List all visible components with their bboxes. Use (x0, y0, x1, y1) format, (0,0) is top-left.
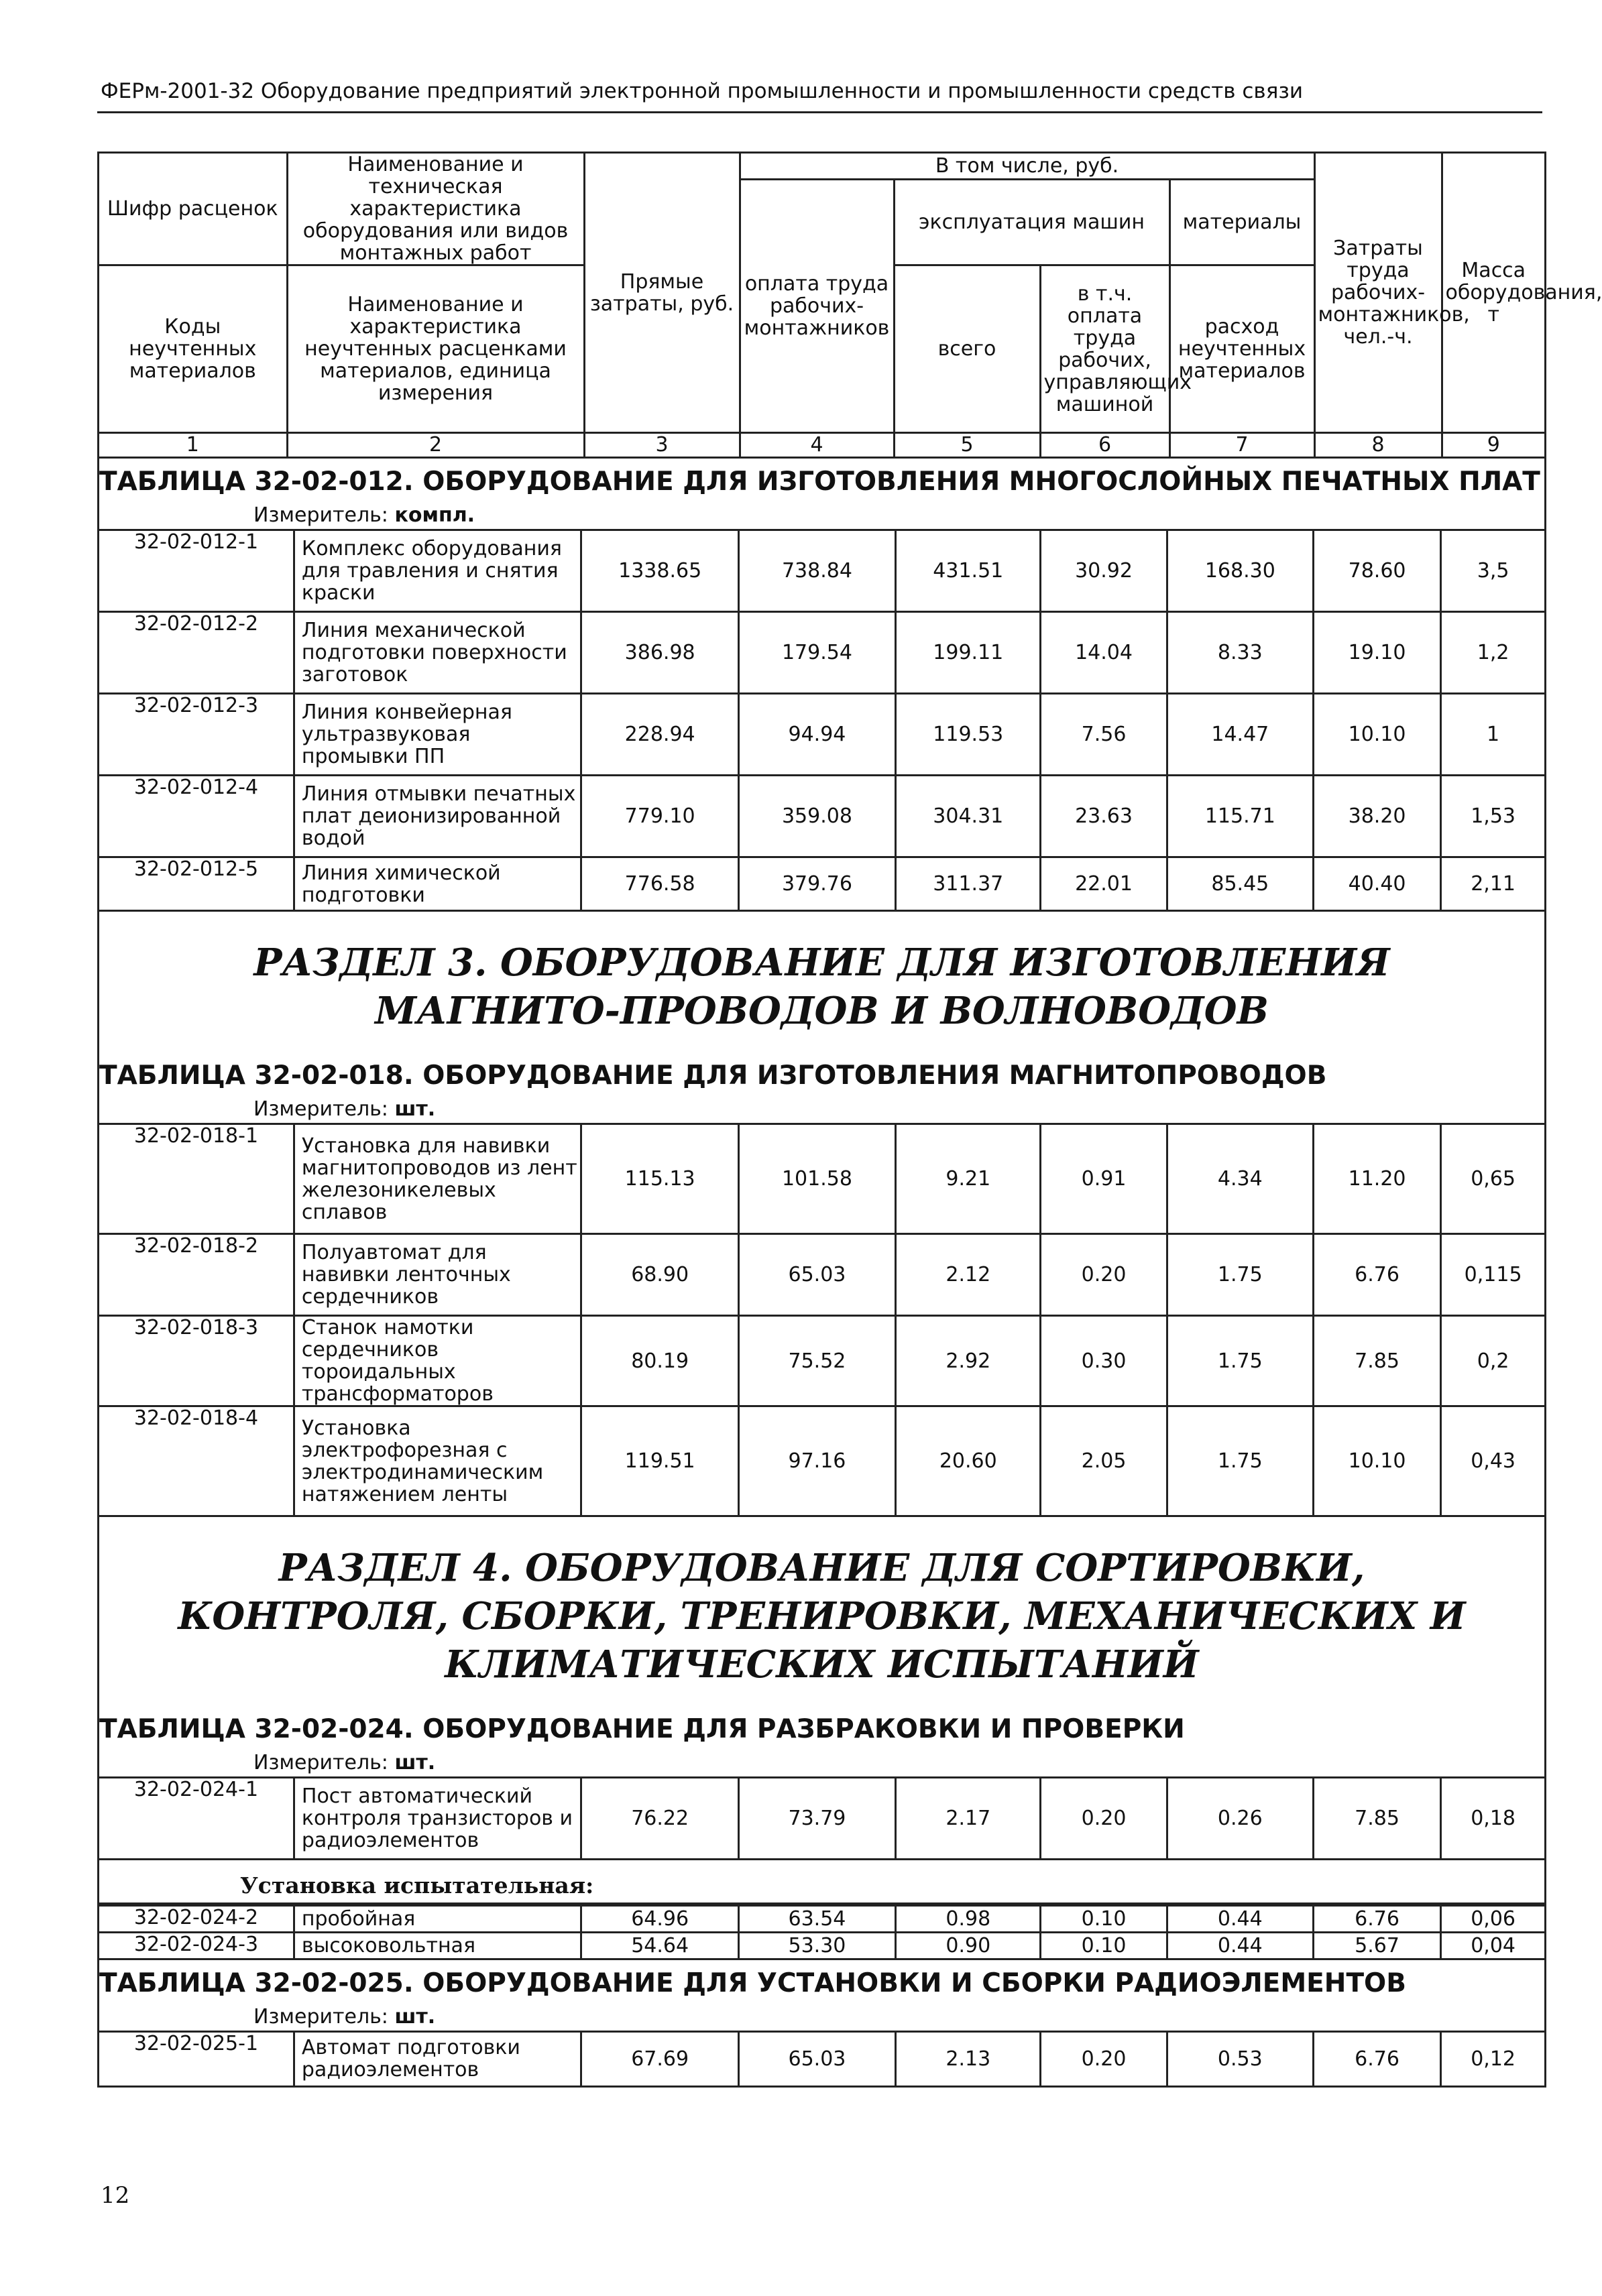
machines-total: 199.11 (896, 612, 1041, 694)
machine-wages: 0.20 (1041, 1778, 1167, 1860)
rate-code: 32-02-012-4 (99, 776, 294, 857)
machine-wages: 2.05 (1041, 1406, 1167, 1516)
mass: 0,2 (1441, 1316, 1544, 1406)
machines-total: 311.37 (896, 857, 1041, 911)
machine-wages: 0.20 (1041, 1234, 1167, 1316)
chapter-heading: РАЗДЕЛ 4. ОБОРУДОВАНИЕ ДЛЯ СОРТИРОВКИ, КОНТРОЛЯ, СБОРКИ, ТРЕНИРОВКИ, МЕХАНИЧЕСКИХ И КЛИМАТИЧЕСКИХ ИСПЫТАНИЙ (178, 1546, 1466, 1687)
labor: 19.10 (1313, 612, 1440, 694)
direct-cost: 779.10 (581, 776, 738, 857)
mass: 0,12 (1441, 2032, 1544, 2086)
table-row (99, 1406, 1544, 1516)
materials: 14.47 (1167, 694, 1313, 776)
direct-cost: 68.90 (581, 1234, 738, 1316)
rate-name: пробойная (294, 1906, 581, 1933)
measure-unit: Измеритель: компл. (253, 503, 475, 527)
rate-code: 32-02-025-1 (99, 2032, 294, 2086)
machines-total: 2.12 (896, 1234, 1041, 1316)
mass: 0,65 (1441, 1124, 1544, 1234)
rate-code: 32-02-012-3 (99, 694, 294, 776)
rate-code: 32-02-012-1 (99, 530, 294, 612)
machine-wages: 0.30 (1041, 1316, 1167, 1406)
wages: 65.03 (738, 1234, 895, 1316)
wages: 97.16 (738, 1406, 895, 1516)
table-row (99, 1778, 1544, 1860)
machines-total: 119.53 (896, 694, 1041, 776)
rate-code: 32-02-024-3 (99, 1933, 294, 1959)
header-wages: оплата труда рабочих-монтажников (740, 179, 894, 433)
mass: 1,2 (1441, 612, 1544, 694)
running-header: ФЕРм-2001-32 Оборудование предприятий электронной промышленности и промышленности средств связи (101, 79, 1303, 103)
mass: 2,11 (1441, 857, 1544, 911)
direct-cost: 115.13 (581, 1124, 738, 1234)
machine-wages: 0.91 (1041, 1124, 1167, 1234)
rate-name: высоковольтная (294, 1933, 581, 1959)
materials: 4.34 (1167, 1124, 1313, 1234)
wages: 179.54 (738, 612, 895, 694)
rate-name: Автомат подготовки радиоэлементов (294, 2032, 581, 2086)
rate-code: 32-02-024-2 (99, 1906, 294, 1933)
table-row (99, 1933, 1544, 1959)
mass: 0,18 (1441, 1778, 1544, 1860)
column-number: 8 (1314, 433, 1442, 458)
column-number: 3 (584, 433, 740, 458)
rates-table (97, 152, 1602, 2088)
table-title: ТАБЛИЦА 32-02-025. ОБОРУДОВАНИЕ ДЛЯ УСТАНОВКИ И СБОРКИ РАДИОЭЛЕМЕНТОВ (99, 1968, 1406, 1998)
wages: 65.03 (738, 2032, 895, 2086)
header-code-bottom: Коды неучтенных материалов (99, 265, 287, 433)
header-rule (97, 111, 1542, 113)
materials: 85.45 (1167, 857, 1313, 911)
machines-total: 9.21 (896, 1124, 1041, 1234)
materials: 8.33 (1167, 612, 1313, 694)
header-labor: Затраты труда рабочих-монтажников, чел.-ч. (1314, 154, 1442, 433)
machine-wages: 0.10 (1041, 1933, 1167, 1959)
mass: 1 (1441, 694, 1544, 776)
machines-total: 0.90 (896, 1933, 1041, 1959)
materials: 168.30 (1167, 530, 1313, 612)
table-row (99, 1124, 1544, 1234)
materials: 0.26 (1167, 1778, 1313, 1860)
direct-cost: 80.19 (581, 1316, 738, 1406)
machines-total: 2.13 (896, 2032, 1041, 2086)
mass: 0,06 (1441, 1906, 1544, 1933)
labor: 5.67 (1313, 1933, 1440, 1959)
mass: 1,53 (1441, 776, 1544, 857)
page-number: 12 (101, 2182, 130, 2209)
direct-cost: 64.96 (581, 1906, 738, 1933)
mass: 3,5 (1441, 530, 1544, 612)
column-number: 4 (740, 433, 894, 458)
materials: 0.44 (1167, 1933, 1313, 1959)
header-machines-total: всего (894, 265, 1040, 433)
direct-cost: 54.64 (581, 1933, 738, 1959)
header-materials-sub: расход неучтенных материалов (1169, 265, 1314, 433)
rate-code: 32-02-024-1 (99, 1778, 294, 1860)
header-name-top: Наименование и техническая характеристика оборудования или видов монтажных работ (287, 154, 584, 265)
rate-code: 32-02-018-2 (99, 1234, 294, 1316)
column-number: 5 (894, 433, 1040, 458)
column-number: 9 (1442, 433, 1544, 458)
rate-name: Линия отмывки печатных плат деионизированной водой (294, 776, 581, 857)
wages: 359.08 (738, 776, 895, 857)
materials: 0.44 (1167, 1906, 1313, 1933)
measure-unit: Измеритель: шт. (253, 2005, 436, 2029)
labor: 6.76 (1313, 1234, 1440, 1316)
data-table (99, 1123, 1544, 1517)
wages: 73.79 (738, 1778, 895, 1860)
data-table (99, 2031, 1544, 2086)
table-row (99, 1316, 1544, 1406)
table-row (99, 776, 1544, 857)
machines-total: 304.31 (896, 776, 1041, 857)
wages: 75.52 (738, 1316, 895, 1406)
labor: 10.10 (1313, 1406, 1440, 1516)
mass: 0,115 (1441, 1234, 1544, 1316)
machine-wages: 0.10 (1041, 1906, 1167, 1933)
column-number: 2 (287, 433, 584, 458)
wages: 379.76 (738, 857, 895, 911)
section-table-018 (99, 912, 1544, 1517)
mass: 0,43 (1441, 1406, 1544, 1516)
chapter-heading: РАЗДЕЛ 3. ОБОРУДОВАНИЕ ДЛЯ ИЗГОТОВЛЕНИЯ МАГНИТО-ПРОВОДОВ И ВОЛНОВОДОВ (253, 941, 1390, 1033)
rate-code: 32-02-012-2 (99, 612, 294, 694)
header-name-bottom: Наименование и характеристика неучтенных расценками материалов, единица измерения (287, 265, 584, 433)
table-title: ТАБЛИЦА 32-02-018. ОБОРУДОВАНИЕ ДЛЯ ИЗГОТОВЛЕНИЯ МАГНИТОПРОВОДОВ (99, 1061, 1327, 1091)
materials: 1.75 (1167, 1316, 1313, 1406)
measure-unit: Измеритель: шт. (253, 1751, 436, 1774)
rate-name: Пост автоматический контроля транзисторов и радиоэлементов (294, 1778, 581, 1860)
section-table-012 (99, 459, 1544, 912)
rate-name: Установка для навивки магнитопроводов из лент железоникелевых сплавов (294, 1124, 581, 1234)
header-code-top: Шифр расценок (99, 154, 287, 265)
rate-code: 32-02-018-4 (99, 1406, 294, 1516)
labor: 6.76 (1313, 1906, 1440, 1933)
data-table (99, 1776, 1544, 1860)
rate-name: Станок намотки сердечников тороидальных трансформаторов (294, 1316, 581, 1406)
table-row (99, 612, 1544, 694)
rate-name: Комплекс оборудования для травления и снятия краски (294, 530, 581, 612)
rate-code: 32-02-012-5 (99, 857, 294, 911)
section-table-024 (99, 1517, 1544, 1960)
rate-code: 32-02-018-1 (99, 1124, 294, 1234)
machine-wages: 23.63 (1041, 776, 1167, 857)
wages: 94.94 (738, 694, 895, 776)
table-row (99, 857, 1544, 911)
labor: 78.60 (1313, 530, 1440, 612)
rate-name: Линия конвейерная ультразвуковая промывки ПП (294, 694, 581, 776)
wages: 101.58 (738, 1124, 895, 1234)
labor: 7.85 (1313, 1316, 1440, 1406)
rate-name: Установка электрофорезная с электродинамическим натяжением ленты (294, 1406, 581, 1516)
header-including: В том числе, руб. (740, 154, 1314, 179)
machine-wages: 22.01 (1041, 857, 1167, 911)
machines-total: 2.17 (896, 1778, 1041, 1860)
labor: 7.85 (1313, 1778, 1440, 1860)
machine-wages: 30.92 (1041, 530, 1167, 612)
column-number: 1 (99, 433, 287, 458)
header-mass: Масса оборудования, т (1442, 154, 1544, 433)
labor: 10.10 (1313, 694, 1440, 776)
header-machines-wages: в т.ч. оплата труда рабочих, управляющих машиной (1040, 265, 1169, 433)
machines-total: 431.51 (896, 530, 1041, 612)
direct-cost: 67.69 (581, 2032, 738, 2086)
section-table-025 (99, 1960, 1544, 2086)
machine-wages: 7.56 (1041, 694, 1167, 776)
direct-cost: 776.58 (581, 857, 738, 911)
direct-cost: 76.22 (581, 1778, 738, 1860)
column-number: 7 (1169, 433, 1314, 458)
table-row (99, 530, 1544, 612)
direct-cost: 386.98 (581, 612, 738, 694)
direct-cost: 228.94 (581, 694, 738, 776)
direct-cost: 1338.65 (581, 530, 738, 612)
data-table (99, 529, 1544, 912)
materials: 1.75 (1167, 1234, 1313, 1316)
materials: 1.75 (1167, 1406, 1313, 1516)
header-materials: материалы (1169, 179, 1314, 265)
machine-wages: 14.04 (1041, 612, 1167, 694)
machines-total: 2.92 (896, 1316, 1041, 1406)
rate-name: Полуавтомат для навивки ленточных сердечников (294, 1234, 581, 1316)
table-title: ТАБЛИЦА 32-02-024. ОБОРУДОВАНИЕ ДЛЯ РАЗБРАКОВКИ И ПРОВЕРКИ (99, 1714, 1185, 1744)
direct-cost: 119.51 (581, 1406, 738, 1516)
labor: 38.20 (1313, 776, 1440, 857)
mass: 0,04 (1441, 1933, 1544, 1959)
column-header (99, 153, 1602, 459)
rate-name: Линия механической подготовки поверхности заготовок (294, 612, 581, 694)
materials: 115.71 (1167, 776, 1313, 857)
rate-name: Линия химической подготовки (294, 857, 581, 911)
labor: 6.76 (1313, 2032, 1440, 2086)
column-numbers-row (99, 433, 1544, 458)
header-machines: эксплуатация машин (894, 179, 1169, 265)
table-row (99, 2032, 1544, 2086)
labor: 11.20 (1313, 1124, 1440, 1234)
table-row (99, 1906, 1544, 1933)
data-table (99, 1905, 1544, 1960)
machine-wages: 0.20 (1041, 2032, 1167, 2086)
machines-total: 20.60 (896, 1406, 1041, 1516)
wages: 53.30 (738, 1933, 895, 1959)
column-number: 6 (1040, 433, 1169, 458)
table-row (99, 694, 1544, 776)
table-title: ТАБЛИЦА 32-02-012. ОБОРУДОВАНИЕ ДЛЯ ИЗГОТОВЛЕНИЯ МНОГОСЛОЙНЫХ ПЕЧАТНЫХ ПЛАТ (99, 467, 1540, 497)
wages: 738.84 (738, 530, 895, 612)
labor: 40.40 (1313, 857, 1440, 911)
rate-code: 32-02-018-3 (99, 1316, 294, 1406)
measure-unit: Измеритель: шт. (253, 1097, 436, 1121)
wages: 63.54 (738, 1906, 895, 1933)
group-heading: Установка испытательная: (99, 1860, 1544, 1905)
header-direct-costs: Прямые затраты, руб. (584, 154, 740, 433)
materials: 0.53 (1167, 2032, 1313, 2086)
table-row (99, 1234, 1544, 1316)
machines-total: 0.98 (896, 1906, 1041, 1933)
